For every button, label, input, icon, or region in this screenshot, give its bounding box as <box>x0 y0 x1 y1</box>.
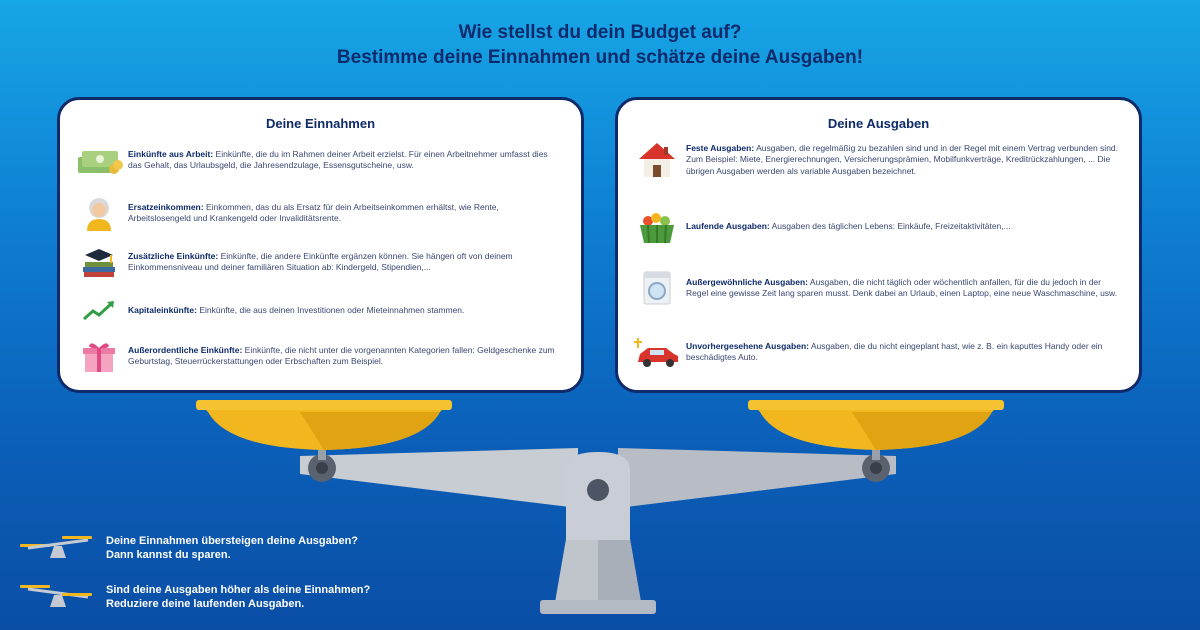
income-item-extraordinary <box>70 336 563 376</box>
income-item-replacement <box>70 193 563 233</box>
income-item-capital-text: Einkünfte, die aus deinen Investitionen oder Mieteinnahmen stammen. <box>196 305 465 316</box>
gift-box-icon <box>70 336 128 376</box>
income-item-replacement-heading: Ersatzeinkommen: <box>128 201 204 212</box>
income-item-work <box>70 140 563 180</box>
trend-up-arrow-icon <box>70 291 128 331</box>
expense-item-exceptional <box>628 268 1121 308</box>
graduation-cap-icon <box>70 242 128 282</box>
income-panel <box>57 97 584 393</box>
expense-item-running <box>628 207 1121 247</box>
scale-tilted-left-icon <box>18 534 94 560</box>
expenses-panel-title: Deine Ausgaben <box>827 116 930 131</box>
money-stack-icon <box>70 140 128 180</box>
legend-reduce-line1: Sind deine Ausgaben höher als deine Einnahmen? <box>106 584 371 596</box>
scale-tilted-right-icon <box>18 583 94 609</box>
income-item-additional <box>70 242 563 282</box>
house-icon <box>628 140 686 180</box>
expense-item-fixed-text: Ausgaben, die regelmäßig zu bezahlen sind und in der Regel mit einem Vertrag verbunden sind. Zum Beispiel: Miete, Energierechnungen, Versicherungsprämien, Mobilfunkverträge, Kreditrückzahlungen, ... Die übrigen Ausgaben werden als variable Ausgaben bezeichnet. <box>686 142 1119 176</box>
income-item-work-heading: Einkünfte aus Arbeit: <box>128 148 214 159</box>
washing-machine-icon <box>628 268 686 308</box>
title-line-1: Wie stellst du dein Budget auf? <box>458 22 742 43</box>
legend-savings-line2: Dann kannst du sparen. <box>106 549 231 561</box>
income-item-additional-text: Einkünfte, die andere Einkünfte ergänzen können. Sie hängen oft von deinem Einkommensniveau und deiner familiären Situation ab: Kindergeld, Stipendien,... <box>128 250 513 272</box>
income-panel-title: Deine Einnahmen <box>265 116 376 131</box>
expense-item-unforeseen-heading: Unvorhergesehene Ausgaben: <box>686 340 809 351</box>
income-item-capital-heading: Kapitaleinkünfte: <box>128 305 197 316</box>
legend-reduce-line2: Reduziere deine laufenden Ausgaben. <box>106 598 305 610</box>
expense-item-exceptional-heading: Außergewöhnliche Ausgaben: <box>686 276 809 287</box>
income-item-capital <box>70 291 563 331</box>
expense-item-fixed <box>628 140 1121 180</box>
legend-savings-line1: Deine Einnahmen übersteigen deine Ausgaben? <box>106 535 359 547</box>
expense-item-unforeseen <box>628 332 1121 372</box>
expense-item-exceptional-text: Ausgaben, die nicht täglich oder wöchentlich anfallen, für die du jedoch in der Regel eine gewisse Zeit lang sparen musst. Denk dabei an Urlaub, einen Laptop, eine neue Waschmaschine, usw. <box>686 276 1118 298</box>
broken-car-icon <box>628 332 686 372</box>
expense-item-fixed-heading: Feste Ausgaben: <box>686 142 755 153</box>
income-item-replacement-text: Einkommen, das du als Ersatz für dein Arbeitseinkommen erhältst, wie Rente, Arbeitslosengeld und Krankengeld oder Invaliditätsrente. <box>128 201 499 223</box>
expense-item-unforeseen-text: Ausgaben, die du nicht eingeplant hast, wie z. B. ein kaputtes Handy oder ein beschädigtes Auto. <box>686 340 1103 362</box>
income-item-extraordinary-text: Einkünfte, die nicht unter die vorgenannten Kategorien fallen: Geldgeschenke zum Geburtstag, Steuerrückerstattungen oder Erbschaften zum Beispiel. <box>128 344 555 366</box>
elderly-person-icon <box>70 193 128 233</box>
title-line-2: Bestimme deine Einnahmen und schätze deine Ausgaben! <box>336 47 864 68</box>
expense-item-running-heading: Laufende Ausgaben: <box>686 221 770 232</box>
income-item-additional-heading: Zusätzliche Einkünfte: <box>128 250 219 261</box>
income-item-work-text: Einkünfte, die du im Rahmen deiner Arbeit erzielst. Für einen Arbeitnehmer umfasst dies das Gehalt, das Urlaubsgeld, die Jahresendzulage, Essensgutscheine, usw. <box>128 148 548 170</box>
income-item-extraordinary-heading: Außerordentliche Einkünfte: <box>128 344 243 355</box>
shopping-basket-icon <box>628 207 686 247</box>
expenses-panel <box>615 97 1142 393</box>
expense-item-running-text: Ausgaben des täglichen Lebens: Einkäufe, Freizeitaktivitäten,... <box>769 221 1011 232</box>
